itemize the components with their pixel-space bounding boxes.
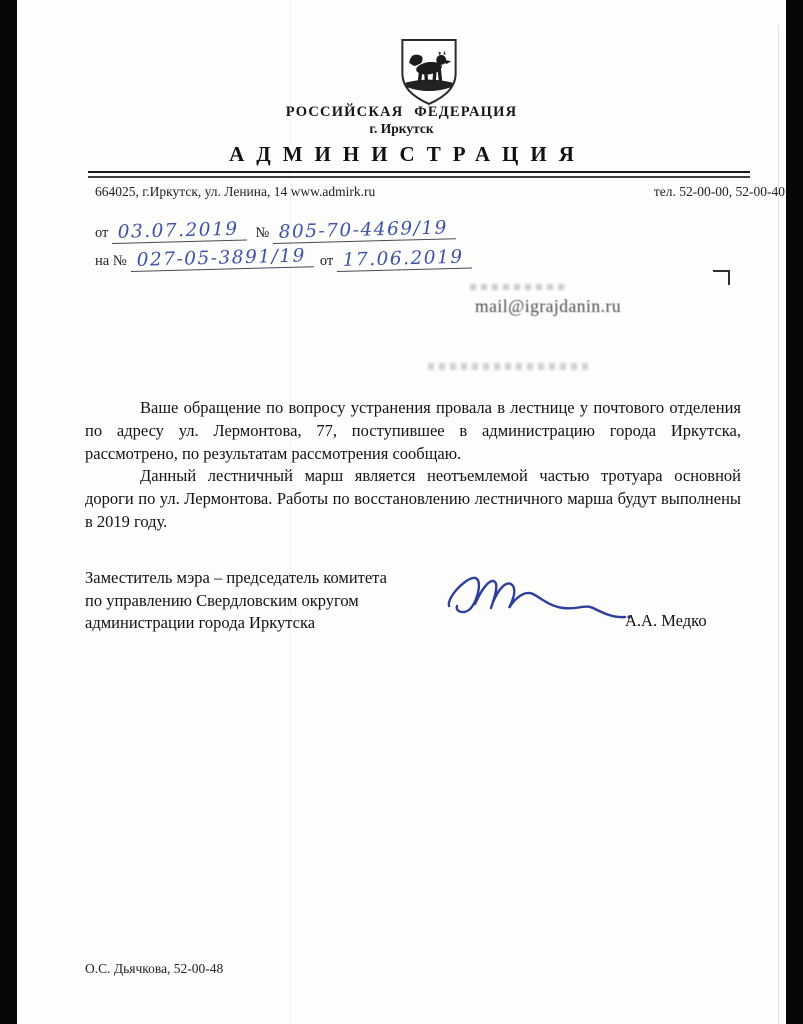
body-paragraph-1: Ваше обращение по вопросу устранения провала в лестнице у почтового отделения по адресу ул. Лермонтова, 77, поступившее в администрацию города Иркутска, рассмотрено, по результатам рассмотрения сообщаю. bbox=[85, 398, 741, 463]
address-corner-mark bbox=[713, 270, 730, 285]
outgoing-number-handwritten: 805-70-4469/19 bbox=[273, 218, 457, 244]
reference-row-incoming bbox=[95, 244, 472, 272]
header-address: 664025, г.Иркутск, ул. Ленина, 14 www.admirk.ru bbox=[95, 184, 376, 199]
outgoing-date-handwritten: 03.07.2019 bbox=[112, 219, 247, 244]
letter-body bbox=[85, 397, 741, 534]
handwritten-signature bbox=[445, 568, 641, 632]
redacted-salutation bbox=[428, 363, 590, 370]
outgoing-number-label: № bbox=[255, 225, 270, 241]
redacted-recipient-name bbox=[470, 284, 566, 290]
outgoing-date-label: от bbox=[95, 225, 109, 241]
header-country: РОССИЙСКАЯ ФЕДЕРАЦИЯ bbox=[285, 104, 518, 120]
signer-title bbox=[85, 567, 387, 635]
signer-title-line1: Заместитель мэра – председатель комитета bbox=[85, 568, 387, 587]
incoming-number-handwritten: 027-05-3891/19 bbox=[130, 246, 314, 272]
signer-title-line3: администрации города Иркутска bbox=[85, 613, 316, 632]
body-paragraph-2: Данный лестничный марш является неотъемлемой частью тротуара основной дороги по ул. Лермонтова. Работы по восстановлению лестничного марша будут выполнены в 2019 году. bbox=[85, 466, 741, 531]
reference-row-outgoing bbox=[95, 216, 472, 244]
recipient-email: mail@igrajdanin.ru bbox=[475, 296, 622, 316]
header-contact-row bbox=[95, 184, 785, 200]
header-city: г. Иркутск bbox=[369, 121, 434, 136]
incoming-date-label: от bbox=[319, 253, 334, 269]
header-org-title: АДМИНИСТРАЦИЯ bbox=[229, 142, 586, 166]
signer-title-line2: по управлению Свердловским округом bbox=[85, 590, 359, 610]
incoming-date-handwritten: 17.06.2019 bbox=[337, 247, 472, 272]
header-divider bbox=[88, 171, 750, 178]
document-page bbox=[17, 0, 786, 1024]
executor-contact: О.С. Дьячкова, 52-00-48 bbox=[85, 961, 224, 976]
signer-name: А.А. Медко bbox=[625, 611, 707, 630]
irkutsk-coat-of-arms-icon bbox=[397, 37, 461, 107]
header-phone: тел. 52-00-00, 52-00-40 bbox=[653, 184, 785, 199]
incoming-number-label: на № bbox=[95, 253, 127, 269]
reference-block bbox=[95, 216, 472, 272]
page-edge-shadow bbox=[778, 25, 779, 1024]
